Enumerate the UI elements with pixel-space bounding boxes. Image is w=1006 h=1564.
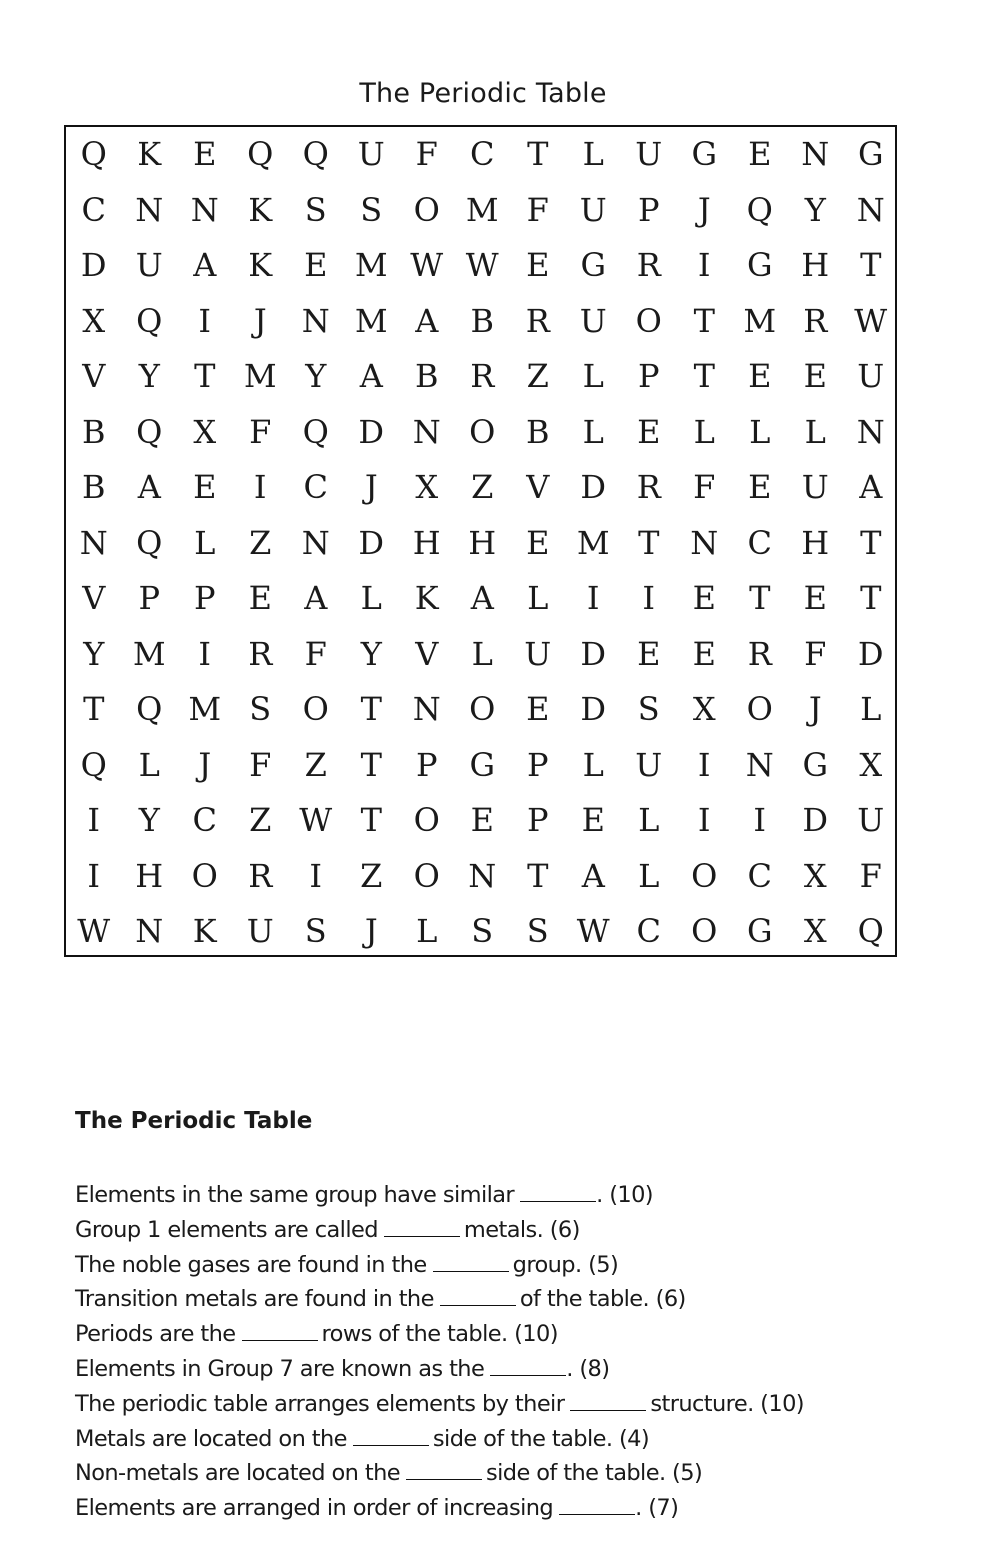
clue-text-before: Non-metals are located on the — [75, 1460, 400, 1487]
grid-letter: P — [637, 190, 660, 229]
grid-letter: O — [635, 301, 662, 340]
grid-letter: L — [527, 579, 549, 617]
grid-letter: R — [803, 301, 828, 340]
grid-letter: N — [801, 135, 830, 173]
grid-letter: Q — [136, 523, 163, 562]
grid-letter: E — [803, 357, 827, 395]
grid-letter: O — [691, 912, 718, 950]
grid-letter: I — [198, 301, 212, 340]
grid-letter: E — [193, 468, 217, 506]
grid-letter: D — [580, 690, 607, 728]
grid-letter: U — [357, 135, 385, 173]
grid-letter: P — [637, 357, 660, 395]
grid-letter: Q — [136, 301, 163, 340]
grid-letter: W — [576, 912, 610, 950]
clue-text-before: The periodic table arranges elements by their — [75, 1390, 565, 1417]
grid-row — [66, 349, 895, 405]
grid-letter: C — [747, 856, 772, 895]
grid-letter: X — [193, 412, 217, 451]
clue-text-before: The noble gases are found in the — [75, 1251, 427, 1278]
grid-letter: A — [581, 856, 605, 895]
grid-row — [66, 516, 895, 572]
answer-blank — [433, 1253, 509, 1272]
grid-letter: T — [638, 523, 660, 562]
grid-row — [66, 571, 895, 627]
clue-text-after: of the table. (6) — [519, 1286, 686, 1313]
grid-row — [66, 738, 895, 794]
grid-letter: S — [304, 912, 327, 950]
grid-letter: N — [79, 523, 108, 562]
grid-letter: A — [859, 468, 883, 506]
grid-letter: I — [87, 856, 101, 895]
grid-letter: V — [526, 468, 550, 506]
grid-letter: X — [692, 690, 716, 728]
grid-letter: H — [412, 523, 441, 562]
grid-letter: N — [190, 190, 219, 229]
grid-letter: F — [693, 468, 716, 506]
grid-letter: G — [469, 745, 496, 784]
grid-row — [66, 682, 895, 738]
grid-letter: U — [246, 912, 274, 950]
grid-letter: F — [859, 856, 882, 895]
grid-letter: W — [410, 246, 444, 284]
grid-letter: Y — [83, 634, 105, 673]
grid-letter: O — [191, 856, 218, 895]
grid-letter: Q — [80, 135, 107, 173]
grid-letter: M — [576, 523, 610, 562]
grid-letter: T — [360, 745, 382, 784]
grid-letter: E — [193, 135, 217, 173]
grid-letter: R — [636, 246, 661, 284]
grid-letter: V — [82, 579, 106, 617]
grid-letter: M — [465, 190, 499, 229]
grid-letter: N — [745, 745, 774, 784]
grid-letter: T — [527, 135, 549, 173]
grid-row — [66, 127, 895, 183]
grid-letter: Q — [136, 412, 163, 451]
grid-letter: C — [470, 135, 495, 173]
grid-letter: I — [642, 579, 656, 617]
grid-letter: T — [693, 301, 715, 340]
answer-blank — [490, 1357, 566, 1376]
grid-letter: K — [248, 190, 273, 229]
grid-letter: D — [80, 246, 107, 284]
grid-letter: T — [693, 357, 715, 395]
grid-letter: A — [193, 246, 217, 284]
grid-row — [66, 849, 895, 905]
grid-letter: V — [415, 634, 439, 673]
grid-letter: T — [860, 246, 882, 284]
grid-letter: Q — [746, 190, 773, 229]
grid-letter: E — [526, 523, 550, 562]
grid-letter: J — [253, 301, 267, 340]
grid-letter: X — [859, 745, 883, 784]
clue-text-after: rows of the table. (10) — [321, 1321, 558, 1348]
grid-letter: X — [803, 912, 827, 950]
grid-row — [66, 627, 895, 683]
clue-text-before: Periods are the — [75, 1321, 236, 1348]
clue-item — [75, 1248, 804, 1283]
grid-letter: V — [82, 357, 106, 395]
grid-letter: U — [524, 634, 552, 673]
word-search-grid — [64, 125, 897, 957]
grid-letter: O — [413, 801, 440, 839]
grid-letter: I — [697, 745, 711, 784]
grid-letter: C — [303, 468, 328, 506]
clue-item — [75, 1213, 804, 1248]
grid-letter: S — [637, 690, 660, 728]
grid-letter: L — [860, 690, 882, 728]
grid-row — [66, 460, 895, 516]
clue-text-after: . (8) — [566, 1355, 610, 1382]
grid-letter: U — [857, 801, 885, 839]
grid-letter: F — [804, 634, 827, 673]
grid-letter: C — [636, 912, 661, 950]
grid-letter: C — [747, 523, 772, 562]
grid-row — [66, 405, 895, 461]
grid-letter: Z — [471, 468, 494, 506]
grid-letter: Z — [304, 745, 327, 784]
grid-letter: P — [526, 745, 549, 784]
grid-letter: D — [358, 412, 385, 451]
grid-letter: J — [364, 912, 378, 950]
grid-letter: Y — [804, 190, 826, 229]
grid-letter: S — [526, 912, 549, 950]
grid-letter: U — [135, 246, 163, 284]
grid-letter: G — [857, 135, 884, 173]
grid-letter: I — [697, 246, 711, 284]
clue-text-before: Metals are located on the — [75, 1425, 347, 1452]
grid-letter: T — [860, 523, 882, 562]
answer-blank — [384, 1218, 460, 1237]
grid-letter: R — [525, 301, 550, 340]
grid-letter: T — [194, 357, 216, 395]
grid-letter: Q — [136, 690, 163, 728]
grid-letter: O — [469, 412, 496, 451]
answer-blank — [520, 1183, 596, 1202]
grid-letter: Z — [526, 357, 549, 395]
grid-letter: N — [412, 412, 441, 451]
grid-letter: F — [249, 412, 272, 451]
puzzle-title: The Periodic Table — [359, 78, 607, 109]
clue-text-after: side of the table. (5) — [486, 1460, 703, 1487]
grid-letter: N — [690, 523, 719, 562]
grid-letter: O — [691, 856, 718, 895]
grid-letter: W — [299, 801, 333, 839]
grid-letter: O — [413, 856, 440, 895]
grid-letter: I — [87, 801, 101, 839]
grid-letter: E — [803, 579, 827, 617]
grid-letter: H — [801, 246, 830, 284]
grid-letter: U — [579, 190, 607, 229]
grid-letter: J — [364, 468, 378, 506]
grid-letter: W — [465, 246, 499, 284]
clue-text-after: side of the table. (4) — [432, 1425, 650, 1452]
grid-letter: F — [249, 745, 272, 784]
grid-letter: L — [749, 412, 771, 451]
grid-letter: U — [579, 301, 607, 340]
grid-letter: S — [249, 690, 272, 728]
grid-letter: W — [854, 301, 888, 340]
grid-letter: E — [581, 801, 605, 839]
grid-letter: N — [412, 690, 441, 728]
grid-letter: B — [525, 412, 550, 451]
grid-row — [66, 183, 895, 239]
grid-letter: N — [301, 523, 330, 562]
grid-letter: M — [354, 246, 388, 284]
grid-letter: E — [470, 801, 494, 839]
grid-letter: P — [526, 801, 549, 839]
answer-blank — [559, 1496, 635, 1515]
grid-letter: D — [857, 634, 884, 673]
grid-letter: L — [638, 801, 660, 839]
clue-text-after: . (10) — [596, 1182, 653, 1208]
grid-letter: L — [360, 579, 382, 617]
grid-letter: L — [582, 412, 604, 451]
grid-letter: Q — [80, 745, 107, 784]
grid-letter: S — [471, 912, 494, 950]
answer-blank — [353, 1427, 429, 1446]
grid-letter: B — [81, 412, 106, 451]
clue-text-after: group. (5) — [512, 1251, 619, 1278]
grid-letter: N — [301, 301, 330, 340]
grid-letter: E — [637, 412, 661, 451]
grid-letter: Y — [138, 801, 160, 839]
clue-list — [75, 1178, 804, 1526]
grid-letter: H — [801, 523, 830, 562]
grid-letter: M — [132, 634, 166, 673]
grid-letter: D — [580, 468, 607, 506]
grid-letter: X — [82, 301, 106, 340]
grid-letter: E — [692, 634, 716, 673]
grid-letter: G — [746, 912, 773, 950]
clue-item — [75, 1178, 804, 1213]
grid-letter: N — [135, 912, 164, 950]
clue-item — [75, 1422, 804, 1457]
grid-letter: U — [857, 357, 885, 395]
grid-letter: E — [748, 135, 772, 173]
grid-letter: C — [192, 801, 217, 839]
grid-letter: E — [526, 246, 550, 284]
grid-letter: B — [470, 301, 494, 340]
grid-letter: M — [743, 301, 777, 340]
grid-letter: Y — [360, 634, 382, 673]
grid-letter: S — [304, 190, 327, 229]
grid-letter: T — [860, 579, 882, 617]
grid-letter: K — [248, 246, 273, 284]
grid-letter: Y — [305, 357, 327, 395]
clue-text-after: . (7) — [635, 1495, 679, 1522]
grid-letter: H — [135, 856, 164, 895]
grid-letter: T — [749, 579, 771, 617]
grid-letter: R — [470, 357, 495, 395]
grid-letter: O — [413, 190, 440, 229]
grid-letter: Q — [302, 412, 329, 451]
grid-letter: L — [582, 745, 604, 784]
grid-letter: L — [638, 856, 660, 895]
grid-letter: I — [253, 468, 267, 506]
grid-letter: L — [693, 412, 715, 451]
clue-text-before: Elements in the same group have similar — [75, 1182, 515, 1208]
clue-item — [75, 1317, 804, 1352]
clue-text-before: Elements in Group 7 are known as the — [75, 1355, 485, 1382]
clues-heading: The Periodic Table — [75, 1108, 313, 1134]
grid-letter: D — [802, 801, 829, 839]
grid-letter: L — [582, 135, 604, 173]
grid-letter: C — [81, 190, 106, 229]
grid-letter: K — [414, 579, 439, 617]
grid-letter: W — [77, 912, 111, 950]
grid-letter: L — [194, 523, 216, 562]
answer-blank — [406, 1461, 482, 1480]
grid-letter: O — [302, 690, 329, 728]
grid-letter: X — [803, 856, 827, 895]
grid-row — [66, 793, 895, 849]
grid-letter: P — [193, 579, 216, 617]
grid-letter: G — [580, 246, 607, 284]
grid-letter: Q — [302, 135, 329, 173]
grid-letter: F — [304, 634, 327, 673]
grid-letter: R — [747, 634, 772, 673]
clue-text-before: Transition metals are found in the — [75, 1286, 434, 1313]
grid-letter: D — [580, 634, 607, 673]
grid-letter: S — [360, 190, 383, 229]
grid-letter: E — [248, 579, 272, 617]
grid-letter: D — [358, 523, 385, 562]
grid-letter: E — [526, 690, 550, 728]
grid-letter: N — [856, 412, 885, 451]
grid-letter: B — [81, 468, 106, 506]
clue-text-before: Group 1 elements are called — [75, 1216, 378, 1243]
grid-letter: A — [137, 468, 161, 506]
grid-letter: L — [804, 412, 826, 451]
grid-letter: P — [415, 745, 438, 784]
grid-letter: E — [692, 579, 716, 617]
grid-letter: L — [471, 634, 493, 673]
grid-letter: I — [697, 801, 711, 839]
grid-letter: N — [856, 190, 885, 229]
grid-letter: U — [801, 468, 829, 506]
grid-letter: I — [309, 856, 323, 895]
grid-letter: Y — [138, 357, 160, 395]
grid-letter: J — [198, 745, 212, 784]
clue-item — [75, 1491, 804, 1526]
grid-letter: N — [135, 190, 164, 229]
grid-letter: E — [748, 357, 772, 395]
answer-blank — [242, 1322, 318, 1341]
grid-letter: F — [526, 190, 549, 229]
grid-letter: A — [359, 357, 383, 395]
grid-letter: O — [746, 690, 773, 728]
grid-letter: T — [360, 690, 382, 728]
grid-letter: X — [415, 468, 439, 506]
grid-letter: Q — [247, 135, 274, 173]
grid-letter: U — [635, 135, 663, 173]
grid-letter: J — [697, 190, 711, 229]
grid-letter: I — [586, 579, 600, 617]
grid-row — [66, 294, 895, 350]
grid-letter: E — [637, 634, 661, 673]
grid-letter: O — [469, 690, 496, 728]
grid-letter: H — [468, 523, 497, 562]
grid-letter: E — [304, 246, 328, 284]
grid-letter: T — [527, 856, 549, 895]
grid-letter: Q — [857, 912, 884, 950]
grid-letter: I — [198, 634, 212, 673]
grid-letter: R — [636, 468, 661, 506]
answer-blank — [440, 1287, 516, 1306]
grid-letter: A — [470, 579, 494, 617]
clue-text-before: Elements are arranged in order of increasing — [75, 1495, 554, 1522]
clue-item — [75, 1352, 804, 1387]
clue-text-after: metals. (6) — [463, 1216, 580, 1243]
grid-letter: L — [138, 745, 160, 784]
grid-row — [66, 904, 895, 960]
grid-letter: T — [83, 690, 105, 728]
grid-letter: L — [582, 357, 604, 395]
grid-letter: T — [360, 801, 382, 839]
grid-letter: U — [635, 745, 663, 784]
grid-letter: F — [415, 135, 438, 173]
grid-letter: M — [354, 301, 388, 340]
grid-letter: R — [248, 634, 273, 673]
grid-letter: Z — [249, 523, 272, 562]
grid-letter: G — [802, 745, 829, 784]
grid-letter: P — [138, 579, 161, 617]
answer-blank — [570, 1392, 646, 1411]
grid-letter: M — [243, 357, 277, 395]
grid-letter: G — [691, 135, 718, 173]
grid-letter: G — [746, 246, 773, 284]
grid-letter: B — [414, 357, 439, 395]
grid-letter: A — [415, 301, 439, 340]
grid-row — [66, 238, 895, 294]
grid-letter: R — [248, 856, 273, 895]
grid-letter: L — [416, 912, 438, 950]
grid-letter: K — [137, 135, 162, 173]
clue-item — [75, 1456, 804, 1491]
grid-letter: K — [192, 912, 217, 950]
grid-letter: M — [188, 690, 222, 728]
grid-letter: Z — [249, 801, 272, 839]
grid-letter: Z — [360, 856, 383, 895]
clue-item — [75, 1387, 804, 1422]
grid-letter: J — [808, 690, 822, 728]
grid-letter: I — [753, 801, 767, 839]
grid-letter: A — [304, 579, 328, 617]
clue-item — [75, 1282, 804, 1317]
grid-letter: N — [468, 856, 497, 895]
clue-text-after: structure. (10) — [650, 1390, 804, 1417]
grid-letter: E — [748, 468, 772, 506]
